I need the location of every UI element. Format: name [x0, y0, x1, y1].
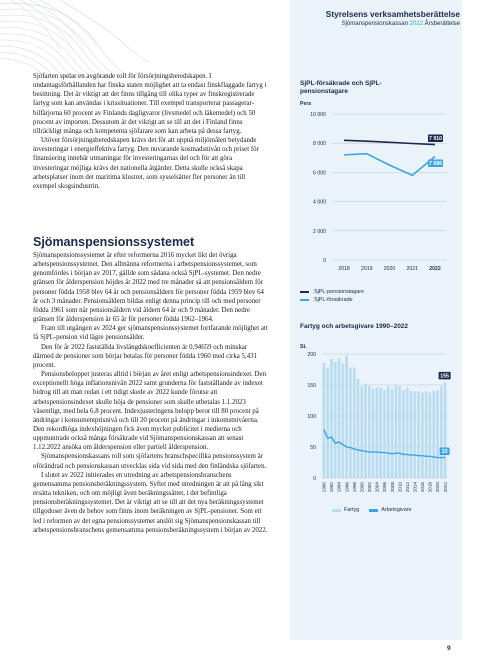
bar-fartyg [432, 391, 435, 478]
bar-fartyg [341, 363, 344, 478]
bar-fartyg [391, 389, 394, 478]
legend-item [300, 288, 364, 296]
x-tick-label: 2020 [383, 266, 396, 272]
bar-fartyg [429, 392, 432, 478]
report-doc: Årsberättelse [424, 21, 460, 27]
legend-swatch [369, 509, 378, 512]
chart1-legend [300, 288, 364, 304]
bar-fartyg [334, 362, 337, 478]
bar-fartyg [357, 379, 360, 478]
end-value-label: 33 [441, 449, 448, 456]
x-tick-label: 2012 [404, 482, 410, 493]
intro-text [33, 72, 269, 191]
bar-fartyg [360, 386, 363, 478]
bar-fartyg [326, 368, 329, 478]
x-tick-label: 2014 [412, 482, 418, 493]
legend-label: Arbetsgivare [381, 507, 412, 513]
bar-fartyg [364, 384, 367, 478]
chart-vessels-employers [292, 350, 462, 502]
x-tick-label: 2002 [367, 482, 373, 493]
report-year: 2022 [409, 21, 423, 27]
bar-fartyg [436, 390, 439, 478]
section-paragraph-1: Sjömanspensionssystemet är efter reformerna 2016 mycket likt det övriga arbetspensionssystemet. Den allmänna reformerna i arbetspensionssystemet, som genomfördes i början av 2017, gällde som sådana också SjPL-systemet. Den nedre gränsen för ålderspension höjdes år 2022 med tre månader så att pensionsåldern för personer födda 1958 blev 64 år och pensionsåldern för personer födda 1959 blev 64 år och 3 månader. Pensionsåldern bildas enligt denna princip till och med personer födda 1961 som når pensionsåldern vid åldern 64 år och 9 månader. Den nedre gränsen för ålderspension är 65 år för personer födda 1962–1964. [33, 252, 264, 324]
intro-paragraph-2: Utöver försörjningsberedskapen krävs det för att uppnå miljömålen betydande investeringar i energieffektiva fartyg. Den nuvarande kostnadsnivån och priset för finansiering innebär utmaningar för investeringarnas del och för att göra investeringar möjliga krävs det nationella åtgärder. Detta skulle också skapa arbetsplatser inom det maritima klustret, som sysselsätter fler personer än till exempel skogsindustrin. [33, 137, 259, 190]
y-tick-label: 50 [310, 445, 316, 451]
chart2-unit-label: St. [300, 344, 307, 350]
legend-item [369, 507, 411, 513]
bar-fartyg [387, 386, 390, 478]
section-paragraph-2: Fram till utgången av 2024 ger sjömanspensionssystemet fortfarande möjlighet att få SjPL-pension vid lägre pensionsålder. [33, 325, 268, 342]
y-tick-label: 10 000 [310, 112, 326, 118]
report-section-title: Styrelsens verksamhetsberättelse [325, 9, 460, 19]
page-number: 9 [447, 645, 451, 652]
legend-label: SjPL-pensionstagare [314, 289, 365, 295]
x-tick-label: 1992 [329, 482, 335, 493]
x-tick-label: 2008 [389, 482, 395, 493]
y-tick-label: 8 000 [313, 141, 326, 148]
series-line-2 [344, 154, 435, 176]
bar-fartyg [440, 386, 443, 478]
bar-fartyg [330, 359, 333, 478]
bar-fartyg [413, 391, 416, 478]
y-tick-label: 150 [307, 383, 316, 389]
x-tick-label: 2020 [435, 482, 441, 493]
x-tick-label: 2016 [420, 482, 426, 493]
x-tick-label: 2010 [397, 482, 403, 493]
bar-fartyg [398, 386, 401, 478]
y-tick-label: 0 [313, 476, 316, 482]
report-subtitle [342, 21, 460, 27]
legend-label: Fartyg [344, 507, 360, 513]
y-tick-label: 200 [307, 352, 316, 358]
bar-fartyg [395, 385, 398, 478]
bar-fartyg [410, 391, 413, 478]
bar-fartyg [338, 358, 341, 478]
x-tick-label: 1996 [344, 482, 350, 493]
legend-swatch [332, 509, 341, 512]
x-tick-label: 2022 [429, 266, 441, 272]
x-tick-label: 1998 [351, 482, 357, 493]
x-tick-label: 1990 [321, 482, 327, 493]
bar-fartyg [383, 390, 386, 478]
legend-swatch [300, 299, 309, 302]
bar-fartyg [345, 355, 348, 478]
bar-fartyg [349, 368, 352, 478]
end-value-label: 155 [440, 373, 449, 380]
y-tick-label: 6 000 [313, 170, 326, 177]
legend-label: SjPL-försäkrade [314, 297, 353, 303]
bar-fartyg [323, 363, 326, 478]
bar-fartyg [372, 389, 375, 478]
bar-fartyg [421, 392, 424, 478]
legend-swatch [300, 291, 309, 294]
y-tick-label: 100 [307, 414, 316, 420]
x-tick-label: 2000 [359, 482, 365, 493]
bar-fartyg [353, 368, 356, 478]
x-tick-label: 2004 [374, 482, 380, 493]
chart2-legend [332, 507, 422, 513]
y-tick-label: 2 000 [313, 228, 326, 235]
section-text [33, 251, 269, 535]
x-tick-label: 2006 [382, 482, 388, 493]
chart1-unit-label: Pers [300, 101, 312, 107]
bar-fartyg [379, 387, 382, 478]
bar-fartyg [376, 387, 379, 478]
end-value-label: 7 910 [429, 136, 442, 143]
y-tick-label: 4 000 [313, 199, 326, 206]
x-tick-label: 2019 [360, 266, 373, 272]
section-paragraph-4: Pensionsbeloppet justeras alltid i början av året enligt arbetspensionsindexet. Den exceptionellt höga inflationsnivån 2022 samt grunderna för fastställande av indexet bidrog till att man redan i ett tidigt skede av 2022 kunde förutse att arbetspensionsindexet skulle höja de pensioner som skulle utbetalas 1.1.2023 väsentligt, med hela 6,8 procent. Indexjusteringens belopp beror till 80 procent på ändringar i konsumentprisnivå och till 20 procent på ändringar i inkomstnivåerna. Den rekordhöga indexhöjningen fick även mycket publicitet i medierna och uppmuntrade också många försäkrade vid Sjömanspensionskassan att senast 1.12.2022 ansöka om ålderspension eller partiell ålderspension. [33, 371, 267, 452]
bar-fartyg [402, 390, 405, 478]
bar-fartyg [417, 391, 420, 478]
chart2-title: Fartyg och arbetsgivare 1990–2022 [300, 323, 409, 330]
section-title: Sjömanspensionssystemet [33, 235, 195, 249]
decorative-corner-swirl [0, 0, 150, 78]
legend-item [332, 507, 359, 513]
section-paragraph-5: Sjömanspensionskassans roll som sjöfartens branschspecifika pensionssystem är oförändrad och pensionskassan utvecklas sida vid sida med den finländska sjöfarten. [33, 453, 267, 470]
series-line-1 [344, 140, 435, 144]
bar-fartyg [425, 391, 428, 478]
chart1-title: SjPL-försäkrade och SjPL-pensionstagare [300, 80, 382, 95]
x-tick-label: 2022 [442, 482, 448, 493]
x-tick-label: 1994 [336, 482, 342, 493]
x-tick-label: 2018 [427, 482, 433, 493]
bar-fartyg [368, 386, 371, 478]
end-value-label: 7 086 [429, 161, 442, 168]
sidebar-panel [290, 0, 462, 640]
chart-insured-pensioners [292, 108, 462, 278]
section-paragraph-6: I slutet av 2022 initierades en utredning av arbetspensionsbranschens gemensamma pensionsberäkningssystem. Syftet med utredningen är att på lång sikt ersätta tekniken, och om möjligt även beräkningssättet, i det befintliga pensionsberäkningssystemet. Det är viktigt att se till att det nya beräkningssystemet tillgodoser även de behov som finns inom beräkningen av SjPL-pensioner. Som ett led i reformen av det egna pensionssystemet anslöt sig Sjömanspensionskassan till arbetspensionsbranschens gemensamma pensionsberäkningssystem i början av 2022. [33, 471, 268, 534]
legend-item [300, 296, 364, 304]
y-tick-label: 0 [323, 258, 326, 264]
section-paragraph-3: Den för år 2022 fastställda livslängdskoefficienten är 0,94659 och minskar därmed de pensioner som börjar betalas för personer födda 1960 med cirka 5,431 procent. [33, 343, 258, 369]
report-org: Sjömanspensionskassan [341, 21, 408, 27]
bar-fartyg [406, 387, 409, 478]
intro-paragraph-1: Sjöfarten spelar en avgörande roll för försörjningsberedskapen. I undantagsförhållanden har finska staten möjlighet att ta endast finskflaggade fartyg i besittning. Det är viktigt att det finns tillgång till olika typer av finskregistrerade fartyg som kan användas i krissituationer. Till exempel transporterar passagerar-bilfärjorna 60 procent av Finlands dagligvaror (livsmedel och läkemedel) och 50 procent av importen. Dessutom är det viktigt att se till att det i Finland finns tillräckligt många och kompetenta sjöfarare som kan arbeta på dessa fartyg. [33, 73, 267, 135]
x-tick-label: 2018 [338, 266, 350, 272]
x-tick-label: 2021 [406, 266, 419, 272]
